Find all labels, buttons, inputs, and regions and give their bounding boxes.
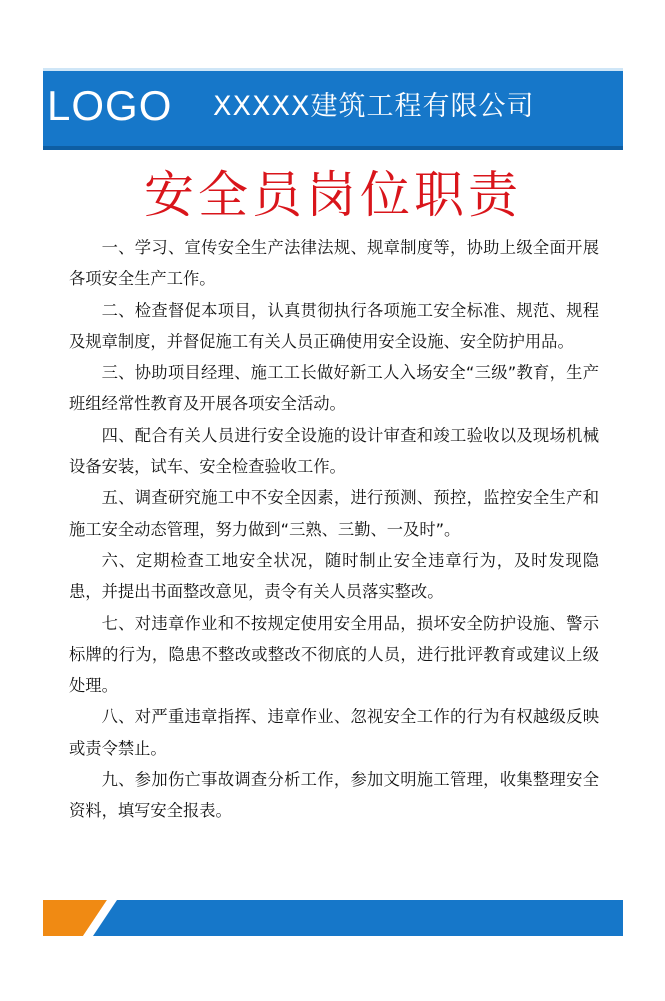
duty-item-2: 二、检查督促本项目，认真贯彻执行各项施工安全标准、规范、规程及规章制度，并督促施工有关人员正确使用安全设施、安全防护用品。 — [69, 300, 599, 351]
duty-item-5: 五、调查研究施工中不安全因素，进行预测、预控，监控安全生产和施工安全动态管理，努力做到“三熟、三勤、一及时”。 — [69, 488, 599, 539]
footer-graphic — [43, 900, 623, 936]
duty-item-3: 三、协助项目经理、施工工长做好新工人入场安全“三级”教育，生产班组经常性教育及开展各项安全活动。 — [69, 363, 599, 414]
footer-blue-block — [93, 900, 623, 936]
header-divider — [43, 146, 623, 150]
footer-banner — [43, 900, 623, 936]
duty-item-7: 七、对违章作业和不按规定使用安全用品，损坏安全防护设施、警示标牌的行为，隐患不整改或整改不彻底的人员，进行批评教育或建议上级处理。 — [69, 613, 599, 696]
duty-item-8: 八、对严重违章指挥、违章作业、忽视安全工作的行为有权越级反映或责令禁止。 — [69, 707, 599, 758]
duties-list — [69, 232, 599, 827]
page-title: 安全员岗位职责 — [144, 166, 522, 224]
logo-text: LOGO — [47, 82, 173, 129]
duty-item-6: 六、定期检查工地安全状况，随时制止安全违章行为，及时发现隐患，并提出书面整改意见，责令有关人员落实整改。 — [69, 550, 599, 602]
duty-item-9: 九、参加伤亡事故调查分析工作，参加文明施工管理，收集整理安全资料，填写安全报表。 — [69, 770, 599, 821]
company-name: XXXXX建筑工程有限公司 — [213, 91, 535, 122]
header-banner — [43, 68, 623, 150]
duty-item-1: 一、学习、宣传安全生产法律法规、规章制度等，协助上级全面开展各项安全生产工作。 — [69, 238, 599, 289]
duty-item-4: 四、配合有关人员进行安全设施的设计审查和竣工验收以及现场机械设备安装，试车、安全检查验收工作。 — [69, 425, 599, 477]
